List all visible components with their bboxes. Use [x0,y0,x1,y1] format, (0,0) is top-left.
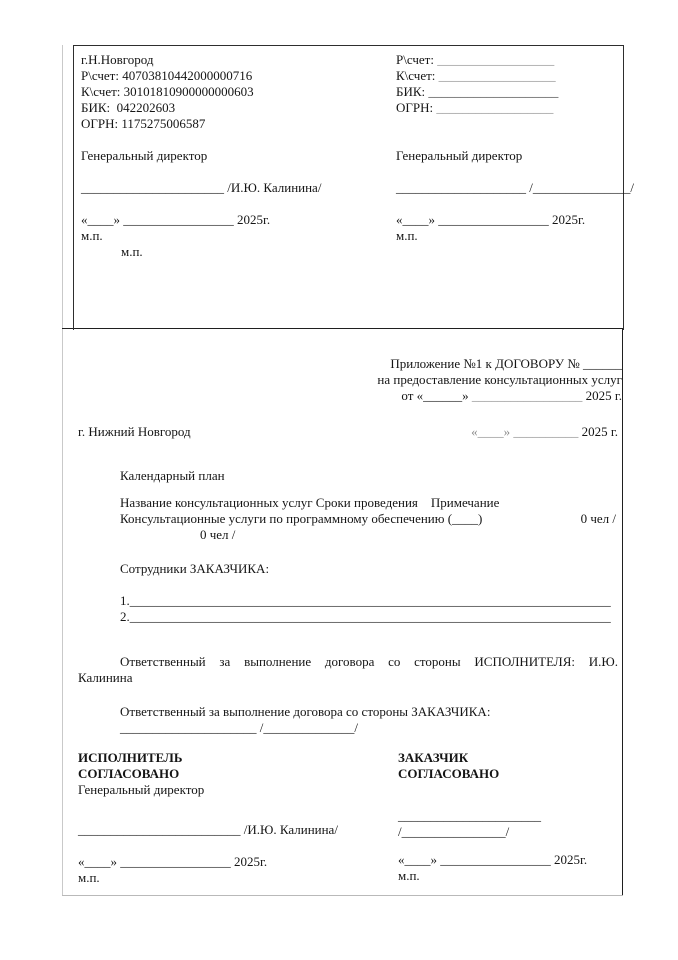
appendix-subtitle: на предоставление консультационных услуг [377,372,622,387]
customer-bik [396,84,656,100]
footer-executor-signature: _________________________ /И.Ю. Калинина/ [78,822,338,837]
appendix-small-date [471,424,618,440]
footer-executor-stamp: м.п. [78,870,100,885]
date-suffix: 2025 г. [582,388,622,403]
appendix-city: г. Нижний Новгород [78,424,191,439]
customer-date-line: «____» _________________ 2025г. [396,212,586,227]
field-label: ОГРН: [396,100,437,115]
customer-signature-line: ____________________ /_______________/ [396,180,634,195]
footer-executor-column [78,750,388,886]
executor-ogrn: ОГРН: 1175275006587 [81,116,206,131]
service-note-cell: 0 чел / [580,511,616,526]
responsible-customer-signature: _____________________ /______________/ [120,720,358,735]
footer-customer-role: ЗАКАЗЧИК [398,750,469,765]
footer-customer-column [398,750,622,884]
services-table-row [120,511,616,527]
employee-blank-2: 2.__________________________________________________________________________ [120,609,611,624]
executor-stamp-label-2: м.п. [121,244,143,259]
blank-line: __________________ [436,100,554,115]
employees-title: Сотрудники ЗАКАЗЧИКА: [120,561,270,576]
service-name-cell: Консультационные услуги по программному обеспечению (____) [120,511,483,526]
customer-settlement-account [396,52,656,68]
executor-director-title: Генеральный директор [81,148,208,163]
left-margin-line [62,45,63,896]
footer-customer-approved: СОГЛАСОВАНО [398,766,500,781]
blank-line: _________________ [471,388,583,403]
footer-executor-date: «____» _________________ 2025г. [78,854,268,869]
city-date-row [78,424,618,440]
executor-signature-line: ______________________ /И.Ю. Калинина/ [81,180,322,195]
customer-ogrn [396,100,656,116]
blank-line: __________________ [437,52,555,67]
appendix-header [377,356,622,404]
responsible-customer-paragraph: Ответственный за выполнение договора со стороны ЗАКАЗЧИКА: [120,704,491,719]
footer-executor-role: ИСПОЛНИТЕЛЬ [78,750,183,765]
footer-customer-date: «____» _________________ 2025г. [398,852,588,867]
appendix-date-line [377,388,622,404]
executor-corr-account: К\счет: 30101810900000000603 [81,84,254,99]
customer-corr-account [396,68,656,84]
footer-customer-stamp: м.п. [398,868,420,883]
footer-customer-blank-line: ______________________ [398,808,541,823]
services-table-header: Название консультационных услуг Сроки проведения Примечание [120,495,500,510]
calendar-plan-title: Календарный план [120,468,225,483]
appendix-title: Приложение №1 к ДОГОВОРУ № ______ [390,356,622,371]
executor-date-line: «____» _________________ 2025г. [81,212,271,227]
date-prefix: от «______» [401,388,472,403]
footer-executor-approved: СОГЛАСОВАНО [78,766,180,781]
responsible-executor-paragraph [78,654,618,686]
field-label: Р\счет: [396,52,438,67]
executor-bik: БИК: 042202603 [81,100,176,115]
blank-line: __________ [513,424,579,439]
page1-requisites-box [73,45,634,330]
customer-stamp-label: м.п. [396,228,418,243]
field-label: БИК: [396,84,429,99]
executor-city: г.Н.Новгород [81,52,154,67]
customer-requisites-column [396,52,656,244]
blank-line: __________________ [438,68,556,83]
page2-bottom-border [62,895,623,896]
responsible-executor-line2: Калинина [78,670,133,685]
customer-director-title: Генеральный директор [396,148,523,163]
page2-right-border [622,329,623,895]
employee-blank-1: 1.__________________________________________________________________________ [120,593,611,608]
date-prefix: «____» [471,424,514,439]
field-label: К\счет: [396,68,439,83]
responsible-executor-line1: Ответственный за выполнение договора со стороны ИСПОЛНИТЕЛЯ: И.Ю. [120,654,618,669]
blank-line: ____________________ [428,84,559,99]
executor-stamp-label: м.п. [81,228,103,243]
service-count-cell: 0 чел / [200,527,236,542]
footer-executor-director: Генеральный директор [78,782,205,797]
executor-requisites-column [81,52,395,260]
executor-settlement-account: Р\счет: 40703810442000000716 [81,68,253,83]
date-suffix: 2025 г. [578,424,618,439]
footer-customer-signature: /________________/ [398,824,510,839]
